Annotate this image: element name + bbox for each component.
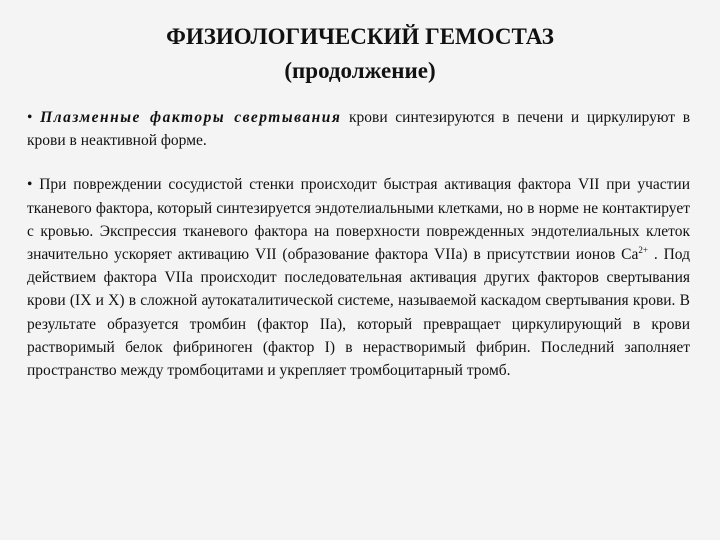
calcium-charge-superscript: 2+ bbox=[638, 244, 648, 255]
paragraph-2-text-part-2: . Под действием фактора VIIа происходит последовательная активация других факторов свертывания крови (IX и X) в сложной аутокаталитической системе, называемой каскадом свертывания крови. В результате образуется тромбин (фактор IIа), который превращает циркулирующий в крови растворимый белок фибриноген (фактор I) в нерастворимый фибрин. Последний заполняет пространство между тромбоцитами и укрепляет тромбоцитарный тромб. bbox=[27, 246, 690, 380]
paragraph-2-text-part-1: При повреждении сосудистой стенки происходит быстрая активация фактора VII при участии тканевого фактора, который синтезируется эндотелиальными клетками, но в норме не контактирует с кровью. Экспрессия тканевого фактора на поверхности поврежденных эндотелиальных клеток значительно ускоряет активацию VII (образование фактора VIIа) в присутствии ионов Са bbox=[27, 176, 690, 264]
bullet-marker: • bbox=[27, 176, 33, 194]
slide-title bbox=[0, 20, 720, 88]
title-line-2: (продолжение) bbox=[284, 58, 436, 83]
paragraph-vessel-damage bbox=[27, 173, 690, 382]
bullet-marker: • bbox=[27, 109, 33, 126]
paragraph-1-text: крови синтезируются в печени и циркулируют в крови в неактивной форме. bbox=[27, 109, 691, 150]
title-line-1: ФИЗИОЛОГИЧЕСКИЙ ГЕМОСТАЗ bbox=[166, 24, 554, 49]
emphasized-term: Плазменные факторы свертывания bbox=[40, 109, 342, 126]
paragraph-plasma-factors bbox=[27, 106, 690, 152]
slide-body bbox=[27, 106, 690, 382]
